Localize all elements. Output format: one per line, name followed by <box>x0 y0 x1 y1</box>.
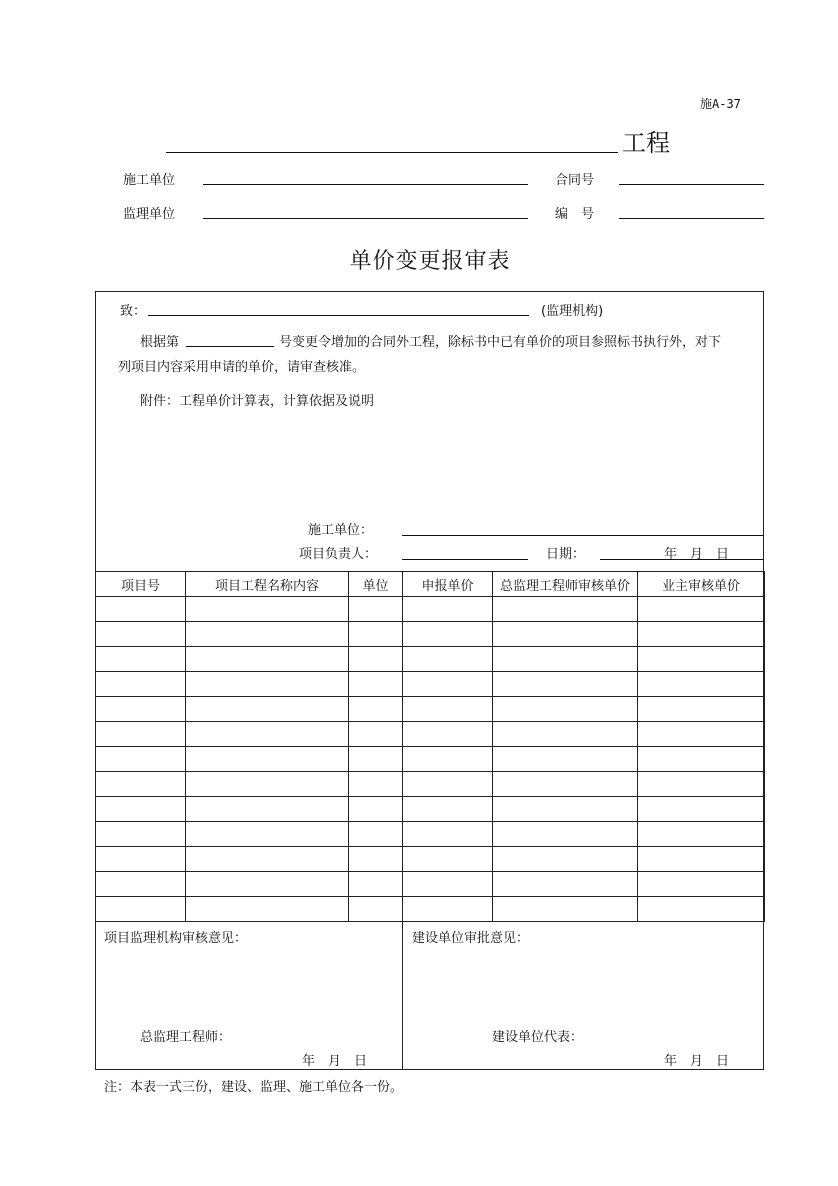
table-cell[interactable] <box>96 747 186 772</box>
table-cell[interactable] <box>349 672 403 697</box>
col-header-declared-price: 申报单价 <box>403 572 493 597</box>
col-header-owner-price: 业主审核单价 <box>638 572 765 597</box>
table-row <box>96 897 765 922</box>
contractor-field[interactable] <box>203 184 528 185</box>
unit-price-table <box>95 571 765 922</box>
supervision-date: 年 月 日 <box>302 1054 368 1069</box>
table-cell[interactable] <box>96 772 186 797</box>
col-header-item-name: 项目工程名称内容 <box>186 572 349 597</box>
table-cell[interactable] <box>638 672 765 697</box>
serial-no-label: 编 号 <box>555 207 595 222</box>
contractor-label: 施工单位 <box>123 173 176 188</box>
contract-no-label: 合同号 <box>555 173 595 188</box>
table-cell[interactable] <box>96 822 186 847</box>
table-cell[interactable] <box>186 597 349 622</box>
table-cell[interactable] <box>349 872 403 897</box>
table-cell[interactable] <box>349 622 403 647</box>
table-cell[interactable] <box>186 872 349 897</box>
table-cell[interactable] <box>403 597 493 622</box>
page-title: 单价变更报审表 <box>349 249 511 274</box>
table-row <box>96 747 765 772</box>
body-prefix: 根据第 <box>140 335 180 350</box>
table-row <box>96 772 765 797</box>
table-cell[interactable] <box>186 722 349 747</box>
date-label: 日期： <box>546 547 586 562</box>
table-cell[interactable] <box>638 722 765 747</box>
table-cell[interactable] <box>638 897 765 922</box>
table-cell[interactable] <box>638 597 765 622</box>
table-row <box>96 722 765 747</box>
body-line-1: 号变更令增加的合同外工程，除标书中已有单价的项目参照标书执行外，对下 <box>279 335 722 350</box>
supervisor-label: 监理单位 <box>123 207 176 222</box>
table-cell[interactable] <box>349 597 403 622</box>
table-row <box>96 622 765 647</box>
table-cell[interactable] <box>403 622 493 647</box>
table-cell[interactable] <box>638 872 765 897</box>
table-row <box>96 597 765 622</box>
project-suffix: 工程 <box>622 129 670 157</box>
table-row <box>96 797 765 822</box>
table-cell[interactable] <box>186 747 349 772</box>
table-cell[interactable] <box>96 647 186 672</box>
table-cell[interactable] <box>96 597 186 622</box>
table-cell[interactable] <box>493 647 638 672</box>
table-row <box>96 672 765 697</box>
body-line-2: 列项目内容采用申请的单价，请审查核准。 <box>118 360 366 375</box>
table-cell[interactable] <box>96 897 186 922</box>
table-cell[interactable] <box>186 847 349 872</box>
review-column-divider <box>402 921 403 1070</box>
table-cell[interactable] <box>403 772 493 797</box>
table-cell[interactable] <box>403 797 493 822</box>
contract-no-field[interactable] <box>619 184 764 185</box>
table-cell[interactable] <box>349 797 403 822</box>
table-cell[interactable] <box>493 797 638 822</box>
table-cell[interactable] <box>96 797 186 822</box>
table-cell[interactable] <box>493 822 638 847</box>
table-cell[interactable] <box>638 822 765 847</box>
attachment-note: 附件：工程单价计算表，计算依据及说明 <box>140 394 375 409</box>
table-cell[interactable] <box>493 597 638 622</box>
table-cell[interactable] <box>403 722 493 747</box>
table-cell[interactable] <box>493 847 638 872</box>
supervision-opinion-field[interactable] <box>97 945 400 1015</box>
table-cell[interactable] <box>96 622 186 647</box>
table-row <box>96 647 765 672</box>
table-cell[interactable] <box>96 697 186 722</box>
table-cell[interactable] <box>349 697 403 722</box>
table-cell[interactable] <box>638 647 765 672</box>
table-cell[interactable] <box>186 897 349 922</box>
change-order-no-field[interactable] <box>186 346 274 347</box>
table-cell[interactable] <box>96 672 186 697</box>
owner-opinion-label: 建设单位审批意见： <box>412 931 530 946</box>
table-cell[interactable] <box>96 872 186 897</box>
owner-opinion-field[interactable] <box>405 945 762 1015</box>
table-cell[interactable] <box>349 822 403 847</box>
table-cell[interactable] <box>349 747 403 772</box>
to-suffix: (监理机构) <box>541 304 604 319</box>
table-cell[interactable] <box>403 647 493 672</box>
table-cell[interactable] <box>349 772 403 797</box>
table-cell[interactable] <box>186 672 349 697</box>
table-cell[interactable] <box>403 697 493 722</box>
table-cell[interactable] <box>493 872 638 897</box>
col-header-chief-engineer-price: 总监理工程师审核单价 <box>493 572 638 597</box>
table-cell[interactable] <box>493 747 638 772</box>
table-cell[interactable] <box>638 622 765 647</box>
to-label: 致： <box>120 304 147 319</box>
table-cell[interactable] <box>493 772 638 797</box>
contractor-sign-field[interactable] <box>402 535 764 536</box>
table-cell[interactable] <box>638 772 765 797</box>
table-cell[interactable] <box>638 747 765 772</box>
owner-rep-label: 建设单位代表： <box>492 1030 584 1045</box>
table-cell[interactable] <box>403 897 493 922</box>
manager-field[interactable] <box>402 559 528 560</box>
table-cell[interactable] <box>493 897 638 922</box>
supervisor-field[interactable] <box>203 218 528 219</box>
owner-date: 年 月 日 <box>664 1054 730 1069</box>
serial-no-field[interactable] <box>619 218 764 219</box>
table-cell[interactable] <box>186 822 349 847</box>
table-cell[interactable] <box>349 647 403 672</box>
table-cell[interactable] <box>493 722 638 747</box>
table-cell[interactable] <box>638 847 765 872</box>
table-cell[interactable] <box>403 747 493 772</box>
col-header-unit: 单位 <box>349 572 403 597</box>
to-field[interactable] <box>148 315 529 316</box>
table-cell[interactable] <box>638 697 765 722</box>
table-cell[interactable] <box>186 622 349 647</box>
footnote-text: 注：本表一式三份，建设、监理、施工单位各一份。 <box>104 1080 404 1095</box>
form-code: 施A-37 <box>700 97 741 111</box>
table-cell[interactable] <box>186 772 349 797</box>
table-cell[interactable] <box>186 647 349 672</box>
date-placeholder: 年 月 日 <box>664 547 730 562</box>
contractor-sign-label: 施工单位： <box>308 523 374 538</box>
project-name-field[interactable] <box>166 152 618 153</box>
table-cell[interactable] <box>349 897 403 922</box>
table-cell[interactable] <box>403 672 493 697</box>
supervision-opinion-label: 项目监理机构审核意见： <box>104 931 248 946</box>
chief-engineer-label: 总监理工程师： <box>140 1030 232 1045</box>
table-header-row <box>96 572 765 597</box>
table-cell[interactable] <box>403 872 493 897</box>
table-cell[interactable] <box>186 797 349 822</box>
table-cell[interactable] <box>186 697 349 722</box>
table-cell[interactable] <box>493 697 638 722</box>
table-row <box>96 697 765 722</box>
table-cell[interactable] <box>96 847 186 872</box>
table-row <box>96 847 765 872</box>
table-cell[interactable] <box>96 722 186 747</box>
review-divider <box>95 921 764 922</box>
manager-label: 项目负责人： <box>299 547 378 562</box>
table-cell[interactable] <box>349 722 403 747</box>
table-cell[interactable] <box>493 622 638 647</box>
table-cell[interactable] <box>638 797 765 822</box>
table-cell[interactable] <box>403 822 493 847</box>
table-cell[interactable] <box>493 672 638 697</box>
col-header-item-no: 项目号 <box>96 572 186 597</box>
table-row <box>96 872 765 897</box>
table-row <box>96 822 765 847</box>
table-cell[interactable] <box>349 847 403 872</box>
table-cell[interactable] <box>403 847 493 872</box>
